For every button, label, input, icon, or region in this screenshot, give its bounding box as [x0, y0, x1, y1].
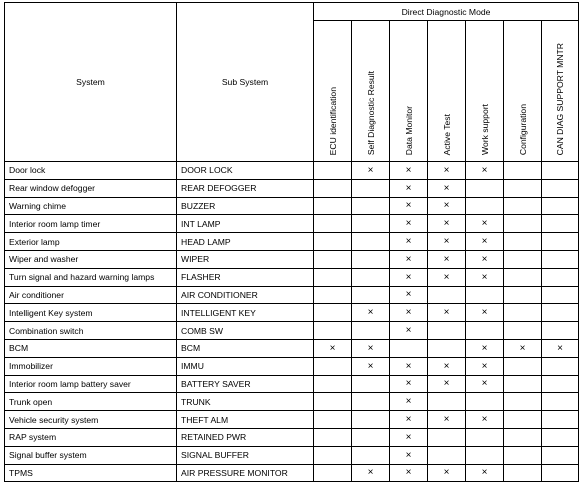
support-mark-cell: × [390, 357, 428, 375]
support-mark-cell: × [314, 339, 352, 357]
support-mark-cell: × [390, 393, 428, 411]
support-mark-cell: × [466, 250, 504, 268]
empty-cell [352, 233, 390, 251]
support-mark-cell: × [466, 375, 504, 393]
empty-cell [466, 286, 504, 304]
support-mark-cell: × [390, 411, 428, 429]
support-mark-cell: × [428, 304, 466, 322]
empty-cell [352, 268, 390, 286]
support-mark-cell: × [466, 268, 504, 286]
sub-system-cell: FLASHER [177, 268, 314, 286]
support-mark-cell: × [466, 464, 504, 482]
empty-cell [504, 411, 542, 429]
sub-system-cell: AIR CONDITIONER [177, 286, 314, 304]
support-mark-cell: × [390, 268, 428, 286]
mode-header-self-diagnostic-result [352, 21, 390, 162]
system-cell: Wiper and washer [5, 250, 177, 268]
support-mark-cell: × [466, 339, 504, 357]
system-cell: RAP system [5, 428, 177, 446]
mode-label: Active Test [441, 113, 452, 155]
empty-cell [542, 286, 579, 304]
empty-cell [504, 357, 542, 375]
empty-cell [314, 464, 352, 482]
empty-cell [542, 268, 579, 286]
empty-cell [352, 179, 390, 197]
support-mark-cell: × [428, 268, 466, 286]
system-cell: Signal buffer system [5, 446, 177, 464]
empty-cell [352, 286, 390, 304]
sub-system-cell: BUZZER [177, 197, 314, 215]
empty-cell [542, 464, 579, 482]
empty-cell [314, 428, 352, 446]
support-mark-cell: × [390, 179, 428, 197]
empty-cell [504, 179, 542, 197]
sub-system-cell: TRUNK [177, 393, 314, 411]
empty-cell [504, 464, 542, 482]
support-mark-cell: × [504, 339, 542, 357]
empty-cell [504, 446, 542, 464]
sub-system-cell: COMB SW [177, 322, 314, 340]
empty-cell [314, 162, 352, 180]
empty-cell [314, 197, 352, 215]
empty-cell [314, 233, 352, 251]
system-cell: Trunk open [5, 393, 177, 411]
empty-cell [466, 197, 504, 215]
support-mark-cell: × [390, 304, 428, 322]
empty-cell [352, 215, 390, 233]
header-row-group [5, 3, 579, 21]
table-row [5, 215, 579, 233]
table-body [5, 162, 579, 482]
support-mark-cell: × [466, 162, 504, 180]
empty-cell [314, 215, 352, 233]
empty-cell [504, 304, 542, 322]
empty-cell [352, 197, 390, 215]
mode-header-configuration [504, 21, 542, 162]
system-header: System [5, 3, 177, 162]
table-row [5, 446, 579, 464]
table-row [5, 393, 579, 411]
empty-cell [504, 375, 542, 393]
sub-system-cell: INTELLIGENT KEY [177, 304, 314, 322]
empty-cell [314, 304, 352, 322]
support-mark-cell: × [390, 250, 428, 268]
support-mark-cell: × [428, 411, 466, 429]
table-row [5, 197, 579, 215]
support-mark-cell: × [428, 162, 466, 180]
system-cell: Interior room lamp battery saver [5, 375, 177, 393]
support-mark-cell: × [390, 464, 428, 482]
empty-cell [428, 446, 466, 464]
sub-system-header: Sub System [177, 3, 314, 162]
empty-cell [314, 357, 352, 375]
empty-cell [352, 375, 390, 393]
empty-cell [466, 428, 504, 446]
table-row [5, 464, 579, 482]
support-mark-cell: × [466, 304, 504, 322]
empty-cell [504, 197, 542, 215]
support-mark-cell: × [352, 464, 390, 482]
empty-cell [542, 233, 579, 251]
empty-cell [466, 393, 504, 411]
empty-cell [504, 215, 542, 233]
support-mark-cell: × [390, 162, 428, 180]
mode-header-ecu-identification [314, 21, 352, 162]
system-cell: Rear window defogger [5, 179, 177, 197]
empty-cell [314, 446, 352, 464]
empty-cell [542, 197, 579, 215]
sub-system-cell: REAR DEFOGGER [177, 179, 314, 197]
support-mark-cell: × [352, 162, 390, 180]
table-row [5, 233, 579, 251]
system-cell: Vehicle security system [5, 411, 177, 429]
mode-label: Configuration [517, 103, 528, 155]
empty-cell [542, 357, 579, 375]
support-mark-cell: × [466, 411, 504, 429]
support-mark-cell: × [352, 304, 390, 322]
support-mark-cell: × [428, 464, 466, 482]
support-mark-cell: × [542, 339, 579, 357]
support-mark-cell: × [428, 233, 466, 251]
support-mark-cell: × [390, 446, 428, 464]
empty-cell [352, 250, 390, 268]
empty-cell [542, 179, 579, 197]
table-row [5, 322, 579, 340]
empty-cell [352, 393, 390, 411]
sub-system-cell: DOOR LOCK [177, 162, 314, 180]
support-mark-cell: × [352, 357, 390, 375]
sub-system-cell: AIR PRESSURE MONITOR [177, 464, 314, 482]
empty-cell [542, 411, 579, 429]
system-cell: Warning chime [5, 197, 177, 215]
empty-cell [428, 339, 466, 357]
empty-cell [314, 250, 352, 268]
support-mark-cell: × [428, 357, 466, 375]
mode-label: Data Monitor [403, 105, 414, 155]
empty-cell [390, 339, 428, 357]
mode-label: ECU identification [327, 86, 338, 155]
system-cell: Combination switch [5, 322, 177, 340]
support-mark-cell: × [390, 197, 428, 215]
sub-system-cell: SIGNAL BUFFER [177, 446, 314, 464]
system-cell: BCM [5, 339, 177, 357]
empty-cell [314, 286, 352, 304]
empty-cell [314, 393, 352, 411]
empty-cell [542, 428, 579, 446]
mode-label: CAN DIAG SUPPORT MNTR [555, 42, 565, 155]
support-mark-cell: × [390, 375, 428, 393]
empty-cell [466, 179, 504, 197]
table-row [5, 268, 579, 286]
table-row [5, 250, 579, 268]
support-mark-cell: × [352, 339, 390, 357]
empty-cell [428, 393, 466, 411]
sub-system-cell: THEFT ALM [177, 411, 314, 429]
empty-cell [504, 393, 542, 411]
support-mark-cell: × [428, 179, 466, 197]
support-mark-cell: × [390, 215, 428, 233]
empty-cell [314, 268, 352, 286]
support-mark-cell: × [428, 250, 466, 268]
empty-cell [428, 286, 466, 304]
mode-header-active-test [428, 21, 466, 162]
empty-cell [314, 179, 352, 197]
empty-cell [466, 322, 504, 340]
sub-system-cell: BATTERY SAVER [177, 375, 314, 393]
sub-system-cell: RETAINED PWR [177, 428, 314, 446]
sub-system-cell: IMMU [177, 357, 314, 375]
empty-cell [542, 393, 579, 411]
system-cell: Door lock [5, 162, 177, 180]
support-mark-cell: × [390, 286, 428, 304]
empty-cell [504, 428, 542, 446]
support-mark-cell: × [390, 322, 428, 340]
system-cell: Interior room lamp timer [5, 215, 177, 233]
empty-cell [542, 322, 579, 340]
sub-system-cell: INT LAMP [177, 215, 314, 233]
empty-cell [542, 446, 579, 464]
empty-cell [314, 411, 352, 429]
support-mark-cell: × [428, 215, 466, 233]
support-mark-cell: × [466, 357, 504, 375]
empty-cell [542, 304, 579, 322]
empty-cell [352, 428, 390, 446]
table-row [5, 339, 579, 357]
system-cell: TPMS [5, 464, 177, 482]
support-mark-cell: × [428, 375, 466, 393]
diagnostic-mode-table [4, 2, 579, 482]
system-cell: Air conditioner [5, 286, 177, 304]
empty-cell [542, 250, 579, 268]
table-row [5, 375, 579, 393]
mode-header-work-support [466, 21, 504, 162]
empty-cell [504, 286, 542, 304]
empty-cell [542, 375, 579, 393]
empty-cell [504, 322, 542, 340]
table-row [5, 162, 579, 180]
system-cell: Exterior lamp [5, 233, 177, 251]
sub-system-cell: BCM [177, 339, 314, 357]
table-row [5, 357, 579, 375]
empty-cell [314, 375, 352, 393]
support-mark-cell: × [428, 197, 466, 215]
empty-cell [314, 322, 352, 340]
sub-system-cell: HEAD LAMP [177, 233, 314, 251]
mode-label: Work support [479, 104, 490, 155]
mode-header-can-diag-support-mntr [542, 21, 579, 162]
diagnostic-mode-table-container [4, 2, 579, 482]
empty-cell [504, 268, 542, 286]
table-row [5, 411, 579, 429]
empty-cell [504, 250, 542, 268]
empty-cell [428, 322, 466, 340]
empty-cell [466, 446, 504, 464]
support-mark-cell: × [466, 215, 504, 233]
support-mark-cell: × [390, 428, 428, 446]
mode-header-data-monitor [390, 21, 428, 162]
empty-cell [542, 162, 579, 180]
empty-cell [542, 215, 579, 233]
empty-cell [352, 322, 390, 340]
empty-cell [428, 428, 466, 446]
table-row [5, 286, 579, 304]
table-row [5, 304, 579, 322]
table-row [5, 179, 579, 197]
empty-cell [352, 411, 390, 429]
system-cell: Intelligent Key system [5, 304, 177, 322]
sub-system-cell: WIPER [177, 250, 314, 268]
direct-diagnostic-mode-header: Direct Diagnostic Mode [314, 3, 579, 21]
support-mark-cell: × [466, 233, 504, 251]
support-mark-cell: × [390, 233, 428, 251]
table-row [5, 428, 579, 446]
empty-cell [504, 233, 542, 251]
empty-cell [504, 162, 542, 180]
system-cell: Immobilizer [5, 357, 177, 375]
mode-label: Self Diagnostic Result [365, 70, 376, 155]
empty-cell [352, 446, 390, 464]
system-cell: Turn signal and hazard warning lamps [5, 268, 177, 286]
